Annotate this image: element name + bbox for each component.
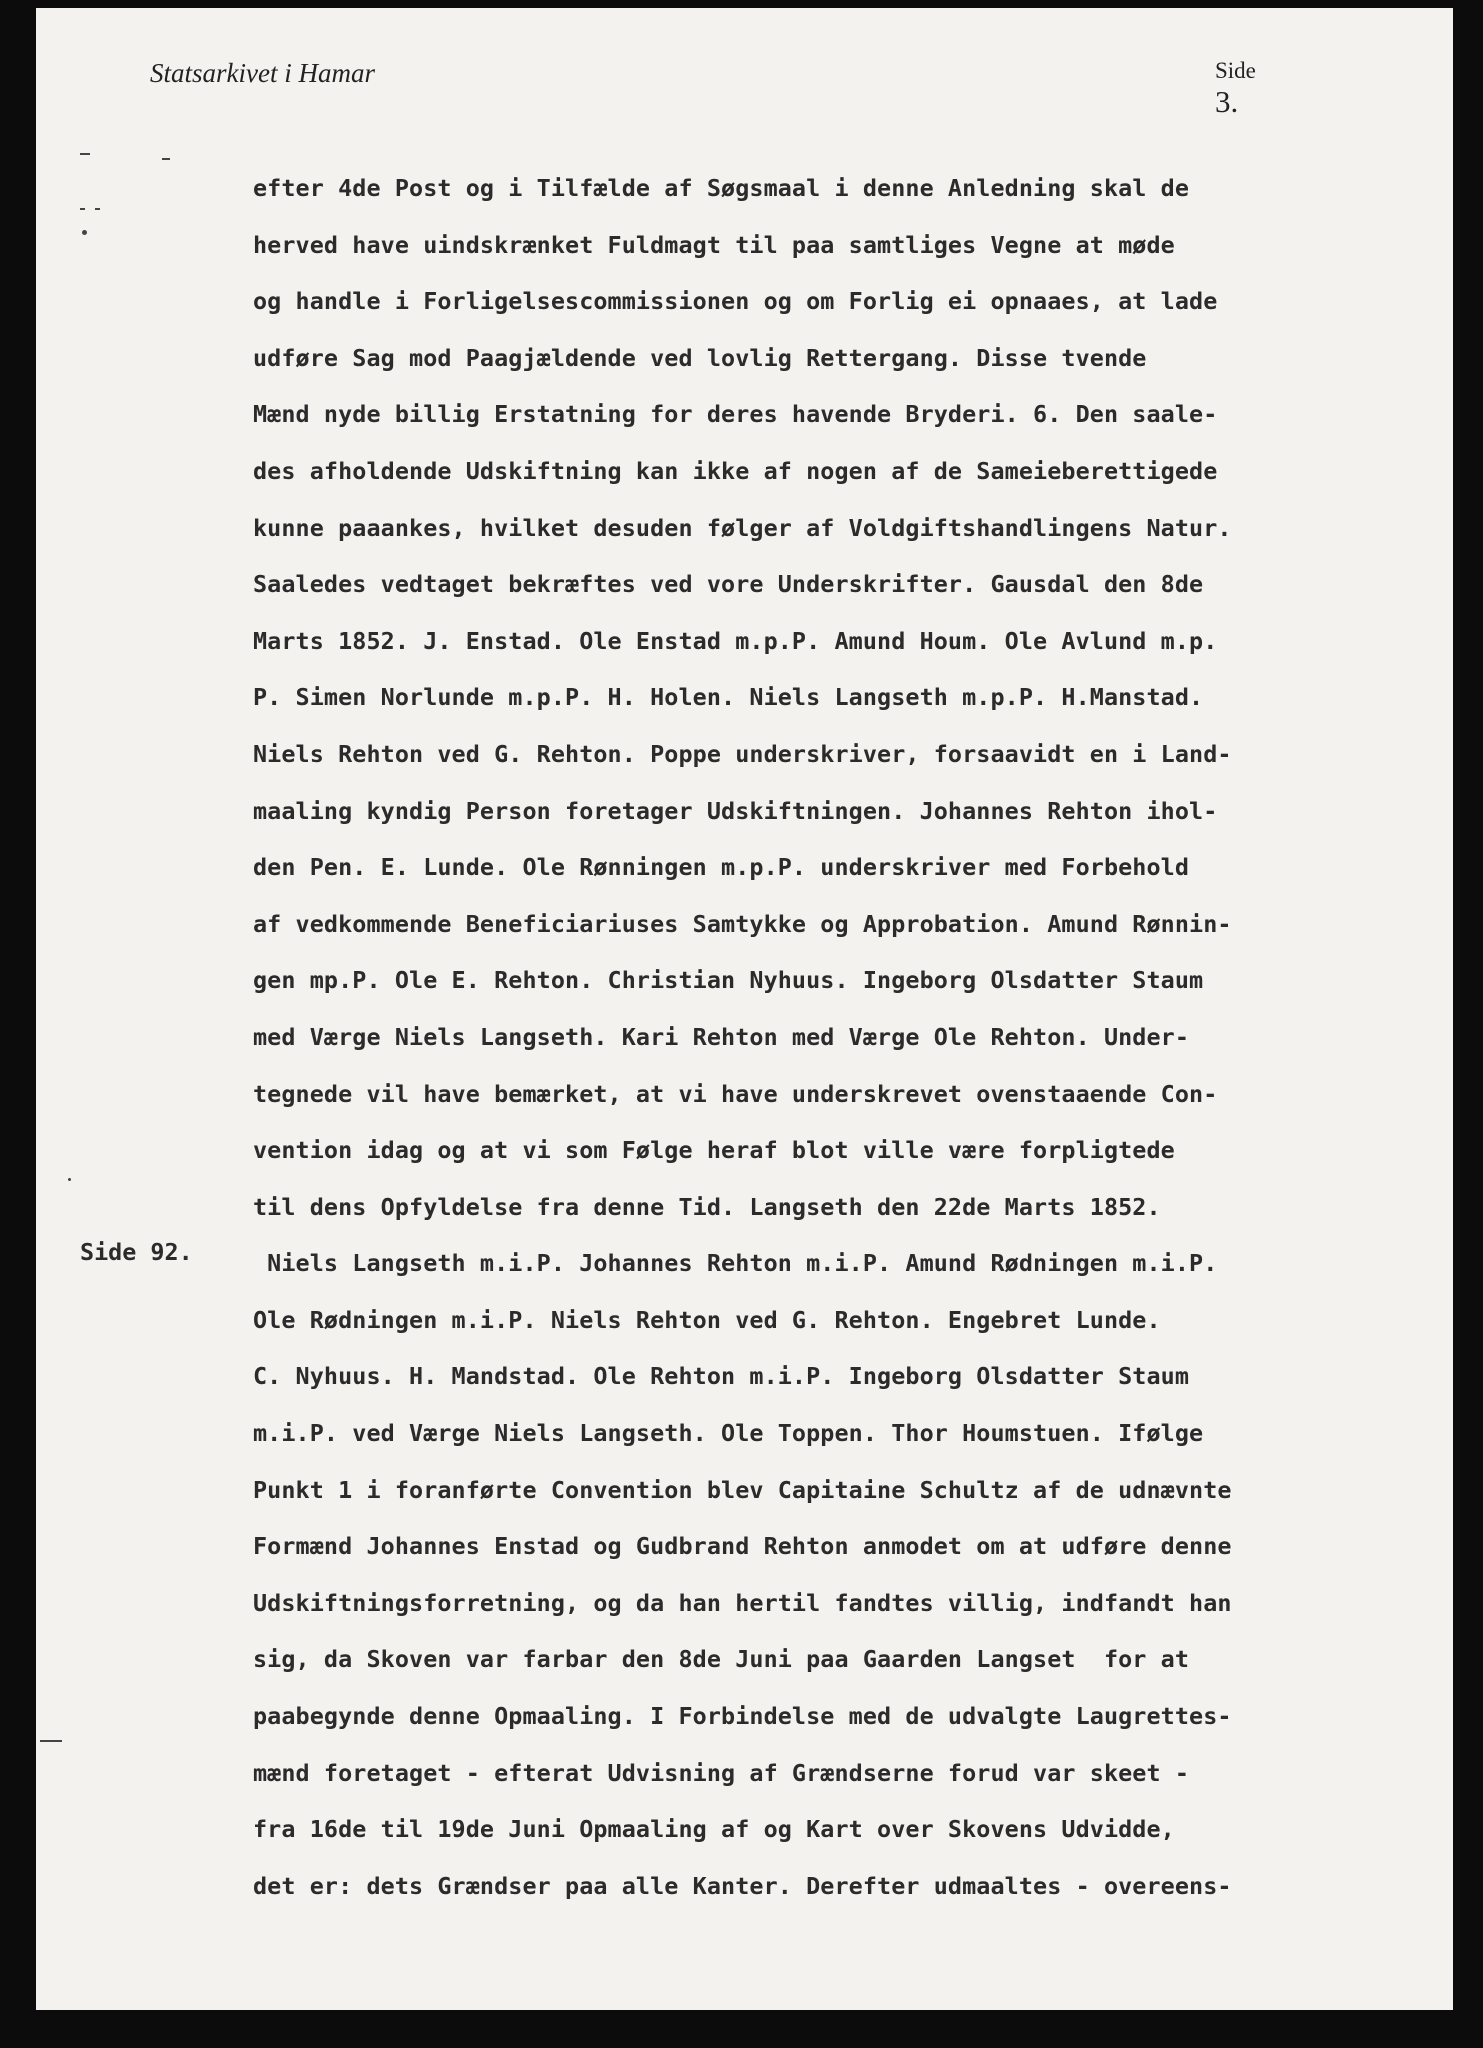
text-line: den Pen. E. Lunde. Ole Rønningen m.p.P. underskriver med Forbehold bbox=[253, 853, 1190, 882]
margin-note-page-ref: Side 92. bbox=[80, 1238, 193, 1266]
text-line: tegnede vil have bemærket, at vi have underskrevet ovenstaaende Con- bbox=[253, 1079, 1218, 1108]
margin-mark bbox=[95, 208, 100, 210]
margin-mark bbox=[162, 158, 170, 160]
margin-rule bbox=[40, 1740, 62, 1742]
margin-dot bbox=[82, 230, 87, 235]
text-line: det er: dets Grændser paa alle Kanter. Derefter udmaaltes - overeens- bbox=[253, 1871, 1232, 1900]
text-line: og handle i Forligelsescommissionen og om Forlig ei opnaaes, at lade bbox=[253, 287, 1218, 316]
text-line: m.i.P. ved Værge Niels Langseth. Ole Toppen. Thor Houmstuen. Ifølge bbox=[253, 1419, 1204, 1448]
text-line: P. Simen Norlunde m.p.P. H. Holen. Niels Langseth m.p.P. H.Manstad. bbox=[253, 683, 1204, 712]
text-line: herved have uindskrænket Fuldmagt til paa samtliges Vegne at møde bbox=[253, 230, 1175, 259]
text-line: Punkt 1 i foranførte Convention blev Capitaine Schultz af de udnævnte bbox=[253, 1475, 1232, 1504]
text-line: udføre Sag mod Paagjældende ved lovlig Rettergang. Disse tvende bbox=[253, 343, 1147, 372]
text-line: maaling kyndig Person foretager Udskiftningen. Johannes Rehton ihol- bbox=[253, 796, 1218, 825]
text-line: des afholdende Udskiftning kan ikke af nogen af de Sameieberettigede bbox=[253, 456, 1218, 485]
archive-name: Statsarkivet i Hamar bbox=[150, 58, 375, 88]
page-number: 3. bbox=[1215, 84, 1239, 119]
margin-dot bbox=[68, 1178, 71, 1181]
text-line: Mænd nyde billig Erstatning for deres havende Bryderi. 6. Den saale- bbox=[253, 400, 1218, 429]
text-line: Niels Langseth m.i.P. Johannes Rehton m.i.P. Amund Rødningen m.i.P. bbox=[253, 1249, 1218, 1278]
text-line: kunne paaankes, hvilket desuden følger af Voldgiftshandlingens Natur. bbox=[253, 513, 1232, 542]
text-line: paabegynde denne Opmaaling. I Forbindelse med de udvalgte Laugrettes- bbox=[253, 1702, 1232, 1731]
text-line: Udskiftningsforretning, og da han hertil fandtes villig, indfandt han bbox=[253, 1588, 1232, 1617]
text-line: vention idag og at vi som Følge heraf blot ville være forpligtede bbox=[253, 1136, 1175, 1165]
text-line: C. Nyhuus. H. Mandstad. Ole Rehton m.i.P. Ingeborg Olsdatter Staum bbox=[253, 1362, 1190, 1391]
text-line: Niels Rehton ved G. Rehton. Poppe underskriver, forsaavidt en i Land- bbox=[253, 739, 1232, 768]
page-label: Side bbox=[1215, 58, 1256, 83]
document-body bbox=[253, 160, 1448, 1914]
text-line: sig, da Skoven var farbar den 8de Juni paa Gaarden Langset for at bbox=[253, 1645, 1190, 1674]
text-line: mænd foretaget - efterat Udvisning af Grændserne forud var skeet - bbox=[253, 1758, 1190, 1787]
page-number-label bbox=[1215, 58, 1256, 120]
text-line: Saaledes vedtaget bekræftes ved vore Underskrifter. Gausdal den 8de bbox=[253, 570, 1204, 599]
text-line: efter 4de Post og i Tilfælde af Søgsmaal i denne Anledning skal de bbox=[253, 174, 1190, 202]
text-line: Formænd Johannes Enstad og Gudbrand Rehton anmodet om at udføre denne bbox=[253, 1532, 1232, 1561]
margin-mark bbox=[80, 153, 90, 155]
text-line: Ole Rødningen m.i.P. Niels Rehton ved G. Rehton. Engebret Lunde. bbox=[253, 1305, 1161, 1334]
text-line: med Værge Niels Langseth. Kari Rehton med Værge Ole Rehton. Under- bbox=[253, 1022, 1190, 1051]
text-line: fra 16de til 19de Juni Opmaaling af og Kart over Skovens Udvidde, bbox=[253, 1815, 1175, 1844]
text-line: Marts 1852. J. Enstad. Ole Enstad m.p.P. Amund Houm. Ole Avlund m.p. bbox=[253, 626, 1218, 655]
text-line: af vedkommende Beneficiariuses Samtykke og Approbation. Amund Rønnin- bbox=[253, 909, 1232, 938]
margin-mark bbox=[80, 208, 85, 210]
text-line: til dens Opfyldelse fra denne Tid. Langseth den 22de Marts 1852. bbox=[253, 1192, 1161, 1221]
text-line: gen mp.P. Ole E. Rehton. Christian Nyhuus. Ingeborg Olsdatter Staum bbox=[253, 966, 1204, 995]
